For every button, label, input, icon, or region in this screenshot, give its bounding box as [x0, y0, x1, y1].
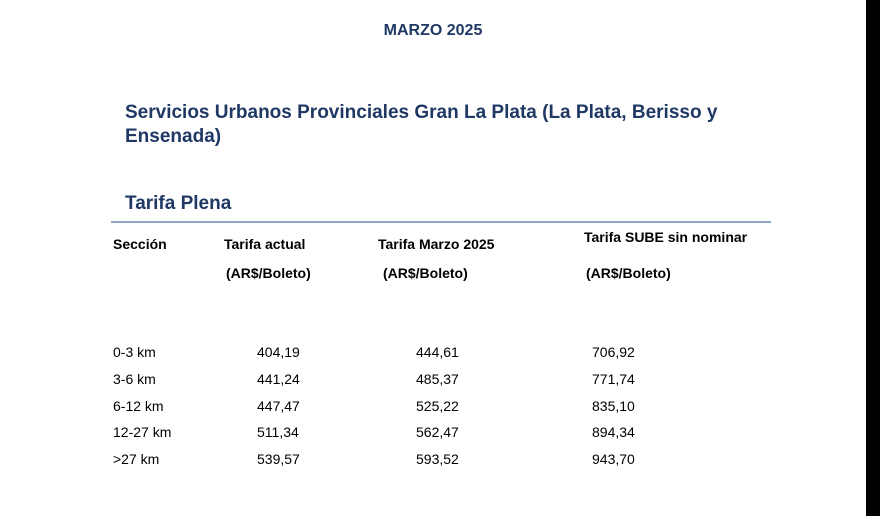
cell-tarifa-actual: 539,57 [257, 451, 300, 467]
cell-tarifa-actual: 404,19 [257, 344, 300, 360]
cell-tarifa-marzo: 562,47 [416, 424, 459, 440]
cell-section: 6-12 km [113, 398, 164, 414]
cell-section: 0-3 km [113, 344, 156, 360]
cell-section: >27 km [113, 451, 160, 467]
cell-tarifa-sube: 835,10 [592, 398, 635, 414]
month-heading: MARZO 2025 [383, 22, 483, 39]
cell-section: 12-27 km [113, 424, 172, 440]
cell-tarifa-actual: 441,24 [257, 371, 300, 387]
section-divider [111, 221, 771, 223]
column-header-seccion: Sección [113, 236, 167, 252]
column-header-tarifa-marzo-unit: (AR$/Boleto) [383, 265, 468, 281]
cell-section: 3-6 km [113, 371, 156, 387]
column-header-tarifa-sube-unit: (AR$/Boleto) [586, 265, 671, 281]
cell-tarifa-sube: 771,74 [592, 371, 635, 387]
column-header-tarifa-marzo: Tarifa Marzo 2025 [378, 236, 495, 252]
cell-tarifa-actual: 511,34 [257, 424, 299, 440]
cell-tarifa-marzo: 444,61 [416, 344, 459, 360]
cell-tarifa-marzo: 485,37 [416, 371, 459, 387]
cell-tarifa-marzo: 593,52 [416, 451, 459, 467]
cell-tarifa-sube: 706,92 [592, 344, 635, 360]
section-title: Tarifa Plena [125, 193, 232, 214]
document-title: Servicios Urbanos Provinciales Gran La Plata (La Plata, Berisso y Ensenada) [125, 102, 718, 147]
cell-tarifa-sube: 894,34 [592, 424, 635, 440]
cell-tarifa-marzo: 525,22 [416, 398, 459, 414]
cell-tarifa-actual: 447,47 [257, 398, 300, 414]
column-header-tarifa-sube: Tarifa SUBE sin nominar [584, 229, 748, 245]
column-header-tarifa-actual-unit: (AR$/Boleto) [226, 265, 311, 281]
cell-tarifa-sube: 943,70 [592, 451, 635, 467]
column-header-tarifa-actual: Tarifa actual [224, 236, 306, 252]
